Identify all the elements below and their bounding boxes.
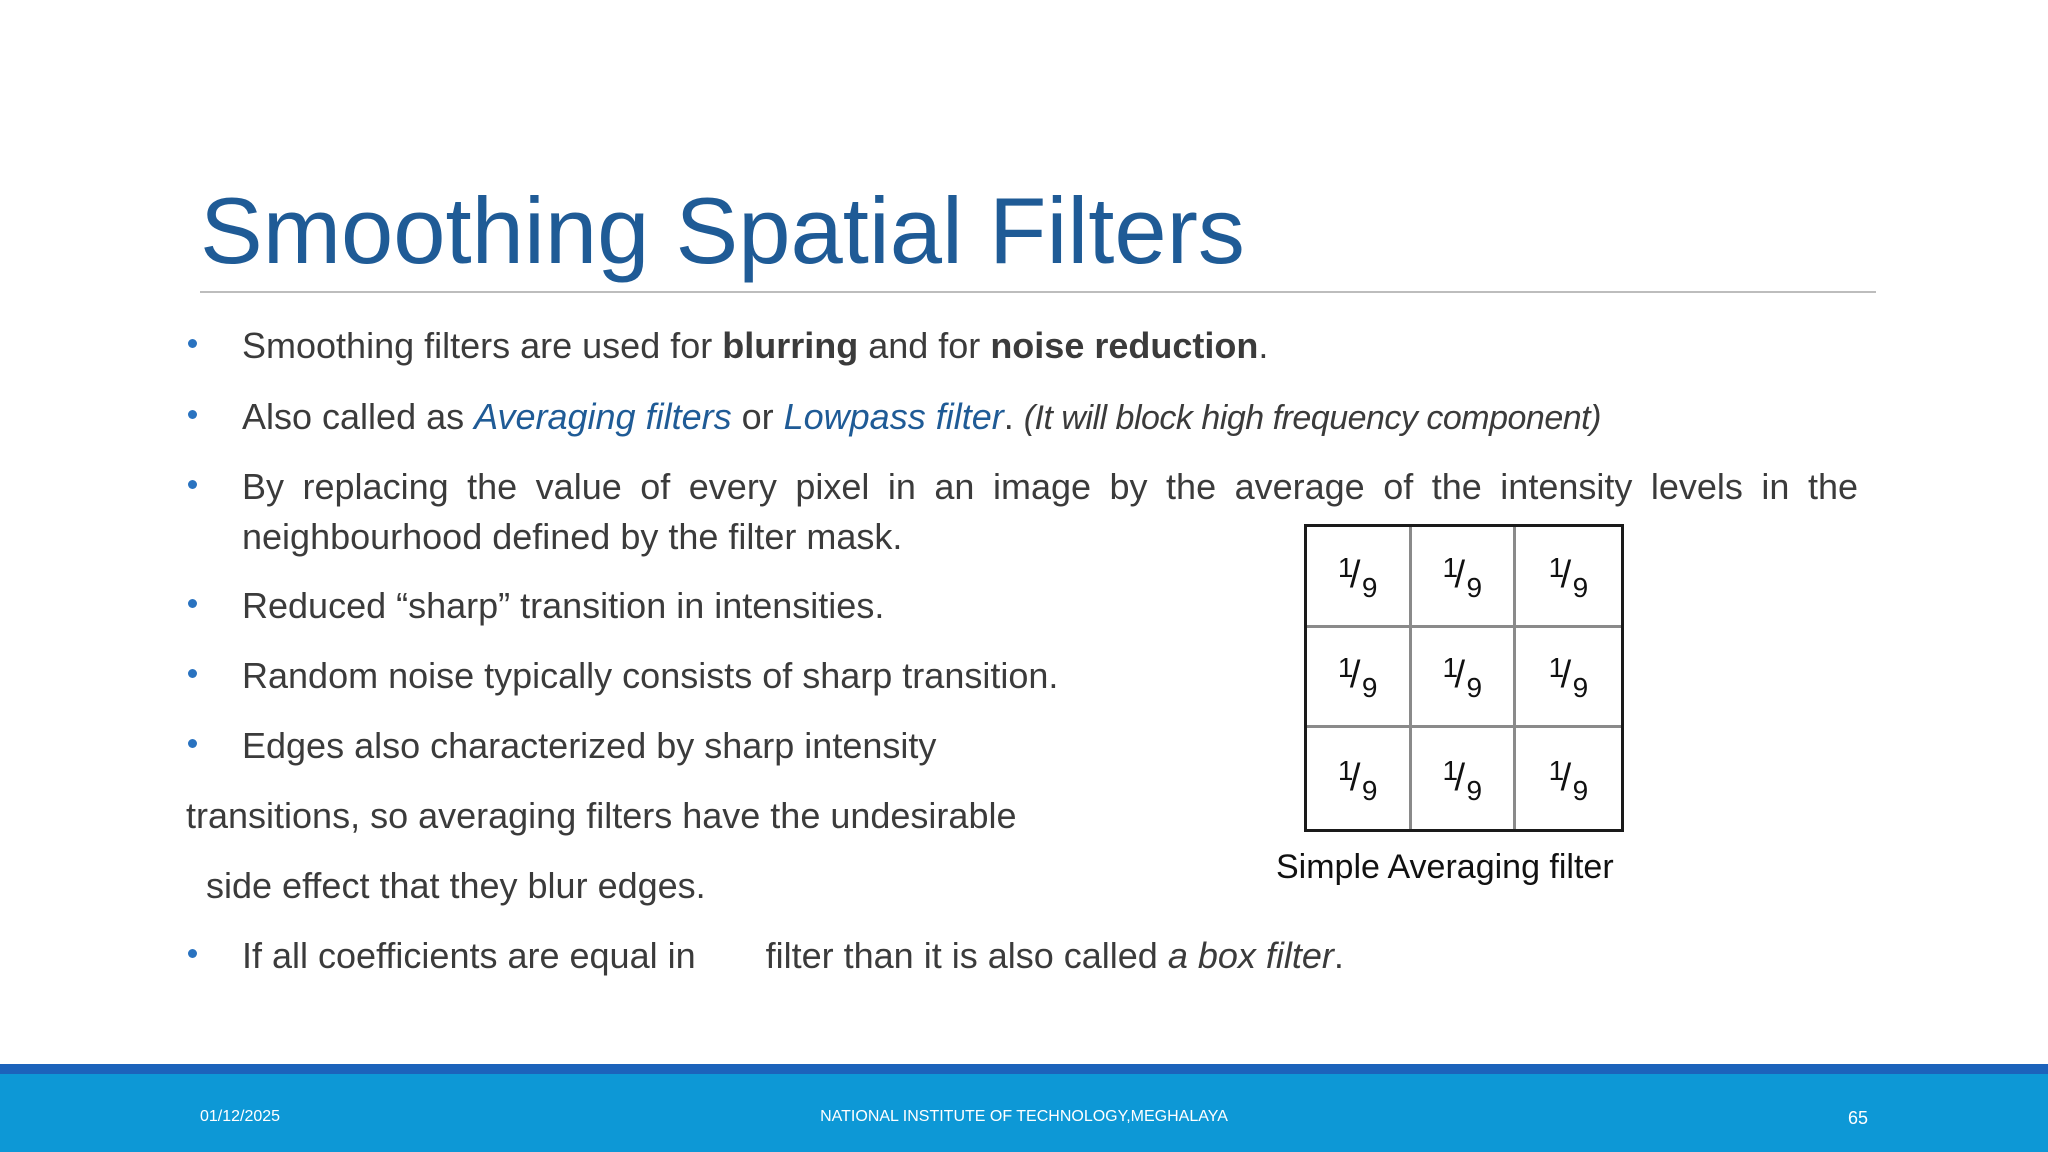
bullet-7 bbox=[242, 933, 1344, 979]
bullet-7-box-filter: a box filter bbox=[1167, 935, 1334, 976]
bullet-dot bbox=[188, 480, 197, 489]
bullet-2-lowpass-filter: Lowpass filter bbox=[783, 396, 1004, 437]
mask-cell-slash: / bbox=[1454, 654, 1466, 697]
bullet-6-line-1: Edges also characterized by sharp intensity bbox=[242, 725, 937, 766]
mask-cell-slash: / bbox=[1454, 553, 1466, 596]
mask-cell-slash: / bbox=[1454, 756, 1466, 799]
bullet-2 bbox=[242, 394, 1601, 441]
mask-cell bbox=[1307, 527, 1412, 628]
mask-cell-slash: / bbox=[1560, 654, 1572, 697]
bullet-1-pre: Smoothing filters are used for bbox=[242, 325, 723, 366]
bullet-dot bbox=[188, 410, 197, 419]
mask-cell-numerator: 1 bbox=[1442, 754, 1459, 786]
bullet-dot bbox=[188, 669, 197, 678]
bullet-dot bbox=[188, 949, 197, 958]
mask-cell-numerator: 1 bbox=[1548, 754, 1565, 786]
mask-cell bbox=[1516, 628, 1621, 729]
mask-cell-denominator: 9 bbox=[1466, 571, 1483, 603]
mask-cell-numerator: 1 bbox=[1442, 652, 1459, 684]
mask-cell-numerator: 1 bbox=[1548, 652, 1565, 684]
mask-cell bbox=[1516, 728, 1621, 829]
footer-bar bbox=[0, 1074, 2048, 1152]
mask-cell-denominator: 9 bbox=[1466, 774, 1483, 806]
bullet-2-pre: Also called as bbox=[242, 396, 475, 437]
bullet-1-mid: and for bbox=[858, 325, 991, 366]
mask-cell-slash: / bbox=[1560, 553, 1572, 596]
mask-cell-denominator: 9 bbox=[1466, 672, 1483, 704]
bullet-2-dot: . bbox=[1003, 396, 1024, 437]
mask-cell-denominator: 9 bbox=[1361, 774, 1378, 806]
mask-cell bbox=[1412, 628, 1517, 729]
bullet-1-bold-noise: noise reduction bbox=[990, 325, 1259, 366]
bullet-4: Reduced “sharp” transition in intensities. bbox=[242, 585, 885, 626]
mask-caption: Simple Averaging filter bbox=[1276, 848, 1614, 886]
mask-cell bbox=[1412, 728, 1517, 829]
bullet-1 bbox=[242, 323, 1268, 369]
bullet-7-pre: If all coefficients are equal in filter than it is also called bbox=[242, 935, 1168, 976]
footer-accent-strip bbox=[0, 1064, 2048, 1074]
footer-institution: NATIONAL INSTITUTE OF TECHNOLOGY,MEGHALAYA bbox=[820, 1108, 1228, 1125]
mask-cell-numerator: 1 bbox=[1337, 652, 1354, 684]
mask-cell-slash: / bbox=[1349, 654, 1361, 697]
bullet-dot bbox=[188, 739, 197, 748]
bullet-2-mid: or bbox=[731, 396, 784, 437]
mask-cell bbox=[1412, 527, 1517, 628]
page-title: Smoothing Spatial Filters bbox=[200, 178, 1245, 283]
mask-cell-denominator: 9 bbox=[1572, 571, 1589, 603]
mask-cell-slash: / bbox=[1560, 756, 1572, 799]
mask-cell-denominator: 9 bbox=[1572, 774, 1589, 806]
bullet-7-post: . bbox=[1333, 935, 1344, 976]
bullet-2-note: (It will block high frequency component) bbox=[1023, 399, 1601, 437]
bullet-dot bbox=[188, 599, 197, 608]
bullet-2-averaging-filters: Averaging filters bbox=[474, 396, 732, 437]
footer-page-number: 65 bbox=[1847, 1108, 1868, 1128]
mask-cell-denominator: 9 bbox=[1572, 672, 1589, 704]
footer-date: 01/12/2025 bbox=[200, 1108, 281, 1125]
bullet-dot bbox=[188, 339, 197, 348]
bullet-3-line-1: By replacing the value of every pixel in an image by the average of the intensity levels in the bbox=[242, 466, 1858, 507]
mask-cell-numerator: 1 bbox=[1337, 754, 1354, 786]
mask-cell bbox=[1516, 527, 1621, 628]
mask-cell-numerator: 1 bbox=[1548, 551, 1565, 583]
mask-cell bbox=[1307, 628, 1412, 729]
mask-cell bbox=[1307, 728, 1412, 829]
mask-cell-denominator: 9 bbox=[1361, 672, 1378, 704]
bullet-5: Random noise typically consists of sharp transition. bbox=[242, 655, 1059, 696]
title-divider bbox=[200, 291, 1876, 293]
bullet-3-line-2: neighbourhood defined by the filter mask. bbox=[242, 516, 903, 557]
mask-cell-numerator: 1 bbox=[1337, 551, 1354, 583]
mask-cell-slash: / bbox=[1349, 553, 1361, 596]
mask-cell-denominator: 9 bbox=[1361, 571, 1378, 603]
bullet-1-post: . bbox=[1258, 325, 1269, 366]
mask-cell-numerator: 1 bbox=[1442, 551, 1459, 583]
mask-cell-slash: / bbox=[1349, 756, 1361, 799]
averaging-mask-grid bbox=[1304, 524, 1624, 832]
bullet-6-line-3: side effect that they blur edges. bbox=[206, 865, 706, 906]
bullet-1-bold-blurring: blurring bbox=[722, 325, 859, 366]
bullet-6-line-2: transitions, so averaging filters have the undesirable bbox=[186, 795, 1017, 836]
